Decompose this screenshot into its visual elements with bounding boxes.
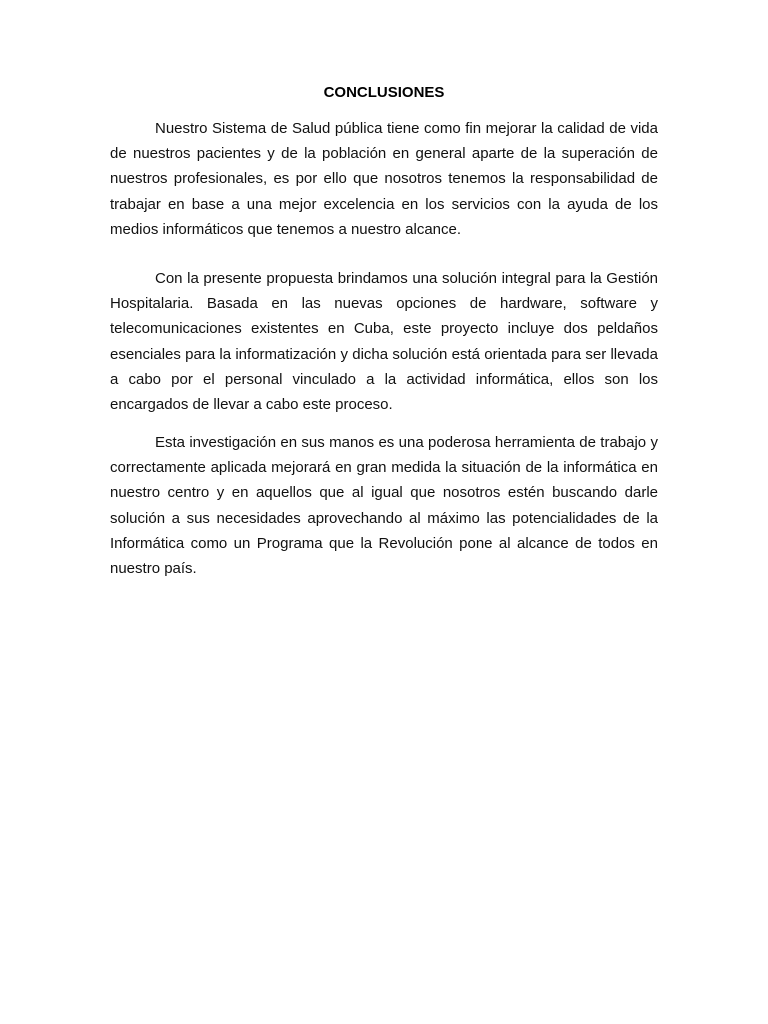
page-title: CONCLUSIONES — [323, 84, 445, 101]
paragraph-3: Esta investigación en sus manos es una poderosa herramienta de trabajo y correctamente aplicada mejorará en gran medida la situación de la informática en nuestro centro y en aquellos que al igual que nosotros estén buscando darle solución a sus necesidades aprovechando al máximo las potencialidades de la Informática como un Programa que la Revolución pone al alcance de todos en nuestro país. — [110, 434, 658, 578]
paragraph-2: Con la presente propuesta brindamos una solución integral para la Gestión Hospitalaria. Basada en las nuevas opciones de hardware, software y telecomunicaciones existentes en Cuba, este proyecto incluye dos peldaños esenciales para la informatización y dicha solución está orientada para ser llevada a cabo por el personal vinculado a la actividad informática, ellos son los encargados de llevar a cabo este proceso. — [110, 270, 658, 414]
paragraph-1: Nuestro Sistema de Salud pública tiene como fin mejorar la calidad de vida de nuestros pacientes y de la población en general aparte de la superación de nuestros profesionales, es por ello que nosotros tenemos la responsabilidad de trabajar en base a una mejor excelencia en los servicios con la ayuda de los medios informáticos que tenemos a nuestro alcance. — [110, 120, 658, 238]
